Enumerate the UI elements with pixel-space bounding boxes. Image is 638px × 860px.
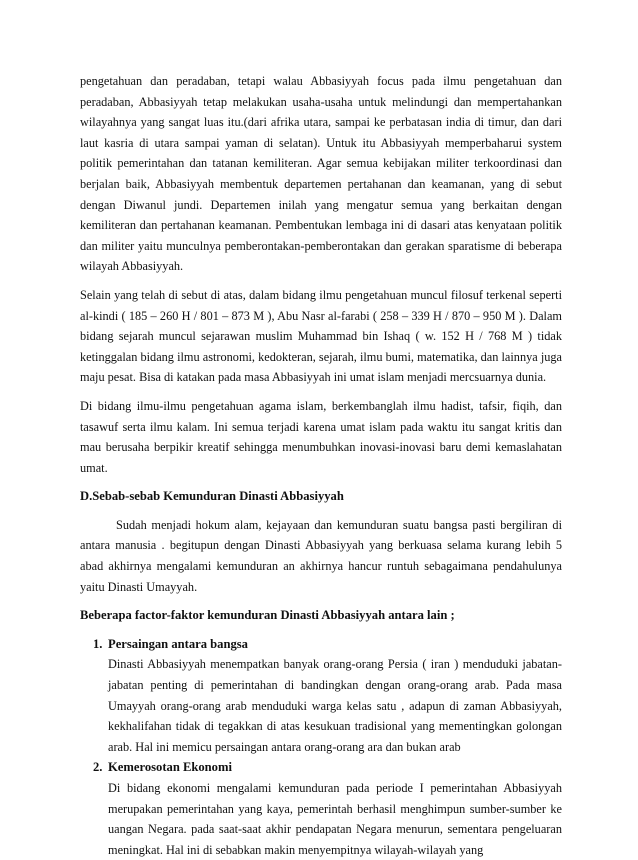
paragraph-decline-intro: Sudah menjadi hokum alam, kejayaan dan kemunduran suatu bangsa pasti bergiliran di antara manusia . begitupun dengan Dinasti Abbasiyyah yang berkuasa selama kurang lebih 5 abad akhirnya mengalami kemunduran an akhirnya hancur runtuh sebagaimana pendahulunya yaitu Dinasti Umayyah. <box>80 517 562 594</box>
list-heading: Beberapa factor-faktor kemunduran Dinasti Abbasiyyah antara lain ; <box>80 608 455 623</box>
list-item <box>82 634 562 758</box>
paragraph-religious-sciences: Di bidang ilmu-ilmu pengetahuan agama islam, berkembanglah ilmu hadist, tafsir, fiqih, dan tasawuf serta ilmu kalam. Ini semua terjadi karena umat islam pada waktu itu sangat kritis dan mau berusaha berpikir kreatif sehingga menumbuhkan inovasi-inovasi baru demi kemaslahatan umat. <box>80 398 562 475</box>
paragraph-military-policy: pengetahuan dan peradaban, tetapi walau Abbasiyyah focus pada ilmu pengetahuan dan peradaban, Abbasiyyah tetap melakukan usaha-usaha untuk melindungi dan mempertahankan wilayahnya yang sangat luas itu.(dari afrika utara, sampai ke perbatasan india di timur, dan dari laut kasria di utara sampai yaman di selatan). Untuk itu Abbasiyyah memperbaharui system politik pemerintahan dan tatanan kemiliteran. Agar semua kebijakan militer terkoordinasi dan berjalan baik, Abbasiyyah membentuk departemen pertahanan dan keamanan, yang di sebut dengan Diwanul jundi. Departemen inilah yang mengatur semua yang berkaitan dengan kemiliteran dan pertahanan keamanan. Pembentukan lembaga ini di dasari atas kenyataan politik dan militer yaitu munculnya pemberontakan-pemberontakan dan gerakan sparatisme di beberapa wilayah Abbasiyyah. <box>80 74 562 274</box>
document-page <box>80 71 562 860</box>
paragraph-philosophers: Selain yang telah di sebut di atas, dalam bidang ilmu pengetahuan muncul filosuf terkenal seperti al-kindi ( 185 – 260 H / 801 – 873 M ), Abu Nasr al-farabi ( 258 – 339 H / 870 – 950 M ). Dalam bidang sejarah muncul sejarawan muslim Muhammad bin Ishaq ( w. 152 H / 768 M ) tidak ketinggalan bidang ilmu astronomi, kedokteran, sejarah, ilmu bumi, matematika, dan lainnya juga maju pesat. Bisa di katakan pada masa Abbasiyyah ini umat islam menjadi mercsuarnya dunia. <box>80 287 562 385</box>
list-item-number: 2. <box>93 760 103 775</box>
list-item-title: Persaingan antara bangsa <box>108 636 248 651</box>
section-heading: D.Sebab-sebab Kemunduran Dinasti Abbasiyyah <box>80 489 344 504</box>
list-item-title: Kemerosotan Ekonomi <box>108 760 232 775</box>
list-item-body: Di bidang ekonomi mengalami kemunduran pada periode I pemerintahan Abbasiyyah merupakan pemerintahan yang kaya, pemerintah berhasil menghimpun sumber-sumber ke uangan Negara. pada saat-saat akhir pendapatan Negara menurun, sementara pengeluaran meningkat. Hal ini di sebabkan makin menyempitnya wilayah-wilayah yang <box>108 781 562 857</box>
list-item-number: 1. <box>93 636 103 651</box>
decline-factors-list <box>80 634 562 860</box>
list-item-body: Dinasti Abbasiyyah menempatkan banyak orang-orang Persia ( iran ) menduduki jabatan-jabatan penting di pemerintahan di bandingkan dengan orang-orang arab. Pada masa Umayyah orang-orang arab menduduki warga kelas satu , adapun di zaman Abbasiyyah, kekhalifahan tidak di tegakkan di atas kesukuan tradisional yang mementingkan golongan arab. Hal ini memicu persaingan antara orang-orang ara dan bukan arab <box>108 657 562 754</box>
list-item <box>82 757 562 860</box>
